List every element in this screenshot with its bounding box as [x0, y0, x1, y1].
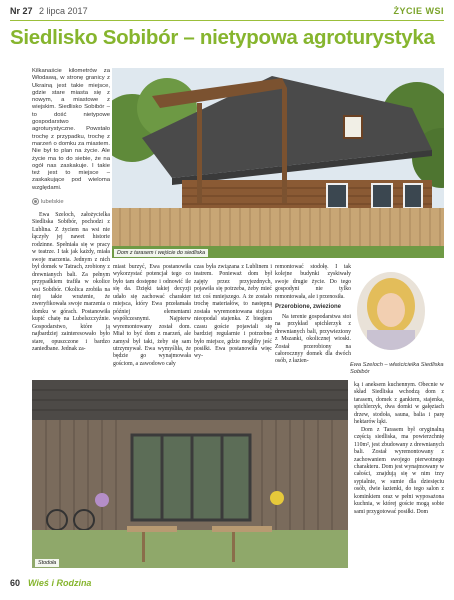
article-column-4: [275, 264, 351, 366]
portrait-caption: Ewa Szeloch – właścicielka Siedliska Sobibór: [350, 362, 444, 375]
article-column-5: [354, 382, 444, 516]
column-1-paragraph: Ewa Szeloch, założycielka Siedliska Sobibór, pochodzi z Lublina. Z życiem na wsi nie łączyły jej nawet historie rodzinne. Spełniała się w pracy w teatrze. I tak jak każdy, miała swoje marzenia. Jednym z nich był domek w Tatrach, zrobiony z drewnianych bali. Za pełnym przypadkiem trafiła w okolice wsi Sobibór. Okolica zrobiła na niej takie wrażenie, że zweryfikowała swoje marzenia o domku w górach. Postanowiła kupić chatę na Lubelszczyźnie. Gospodarstwo, które ją najbardziej zainteresowało było stare, opuszczone i bardzo zaniedbane. Jednak za-: [32, 212, 110, 353]
section-title: ŻYCIE WSI: [393, 6, 444, 16]
column-3-paragraph: czas była związana z Lublinem i teatrem. Ponieważ dom był zajęty przez przyjezdnych, pojawiła się potrzeba, żeby mieć też coś mniejszego. A że zostało trochę materiałów, to następną została wyremontowana stojąca nieopodal stajenka. Z biegiem czasu goście pojawiali się bardziej regularnie i potrzebne było miejsce, gdzie mogliby jeść posiłki. Ewa postanowiła więc wy-: [194, 264, 272, 360]
article-column-1: [32, 212, 110, 354]
article-column-3: [194, 264, 272, 361]
issue-date: 2 lipca 2017: [39, 6, 88, 16]
source-label: lubelskie: [41, 198, 64, 205]
magazine-name: Wieś i Rodzina: [28, 578, 92, 588]
page-footer: [10, 578, 91, 588]
article-title: Siedlisko Sobibór – nietypowa agroturystyka: [10, 26, 435, 49]
column-4-subheading: Przerobione, zwiezione: [275, 304, 342, 311]
page-header: [10, 6, 444, 20]
column-5-paragraph-1: ką i aneksem kuchennym. Obecnie w skład Siedliska wchodzą dom z tarasem, domek z gankiem, stajenka, spichlerzyk, dwa domki w gałęziach drzew, stodoła, sauna, balia i parę hektarów łąki.: [354, 382, 444, 426]
page-number: 60: [10, 578, 21, 588]
source-icon: [32, 198, 39, 205]
header-rule: [10, 20, 444, 21]
house-illustration: [112, 68, 444, 258]
article-lead: Kilkanaście kilometrów za Włodawą, w stronę granicy z Ukrainą jest takie miejsce, gdzie stare miasta się z nowym, a miastowe z wiejskim. Siedlisko Sobibór – to dość nietypowe gospodarstwo agroturystyczne. Powstało trochę z przypadku, trochę z marzeń o domku za miastem. Nie był to plan na życie. Ale życie ma to do siebie, że na ogół nas zaskakuje. I takie też jest to miejsce – zaskakujące pod wieloma względami.: [32, 68, 110, 191]
barn-photo: [32, 380, 348, 568]
house-photo-caption: Dom z tarasem i wejście do siedliska: [114, 249, 208, 257]
column-5-paragraph-2: Dom z Tarasem był oryginalną częścią siedliska, ma powierzchnię 110m², jest zbudowany z drewnianych bali. Został wyremontowany z zachowaniem swojego pierwotnego charakteru. Dom jest wynajmowany w całości, znajdują się w nim trzy sypialnie, w sumie dla dziesięciu osób, dwie łazienki, do tego salon z kominkiem oraz w pełni wyposażona kuchnia, w której goście mogą sobie sami przygotować posiłki. Dom: [354, 426, 444, 515]
portrait-illustration: [357, 272, 425, 350]
owner-portrait: [357, 272, 425, 350]
article-column-2: [113, 264, 191, 368]
barn-photo-caption: Stodoła: [35, 559, 59, 567]
barn-illustration: [32, 380, 348, 568]
issue-number: Nr 27: [10, 6, 33, 16]
column-4-body: Na terenie gospodarstwa stoi na przykład spichlerzyk z drewnianych bali, przywieziony z Mszanki, okolicznej wioski. Został przerobiony na całorocznyy domek dla dwóch osób, z łazien-: [275, 313, 351, 365]
source-credit: [32, 198, 64, 205]
house-photo: [112, 68, 444, 258]
column-4-intro: remontować stodołę. I tak kolejne budynki zyskiwały swoje drugie życie. Do tego gospodyni nie tylko remontowała, ale i przenosiła.: [275, 264, 351, 300]
column-2-paragraph: miast burzyć, Ewa postanowiła wykorzystać potencjał tego co było tam dostępne i odnowić ile się da. Dzięki takiej decyzji udało się zachować charakter miejsca, który Ewa przełamała później elementami współczesnymi. Najpierw wyremontowany został dom. Miał to być dom z marzeń, ale zamysł był taki, żeby się sam utrzymywał. Ewa wymyśliła, że będzie go wynajmowała gościom, a zawodowo cały: [113, 264, 191, 367]
